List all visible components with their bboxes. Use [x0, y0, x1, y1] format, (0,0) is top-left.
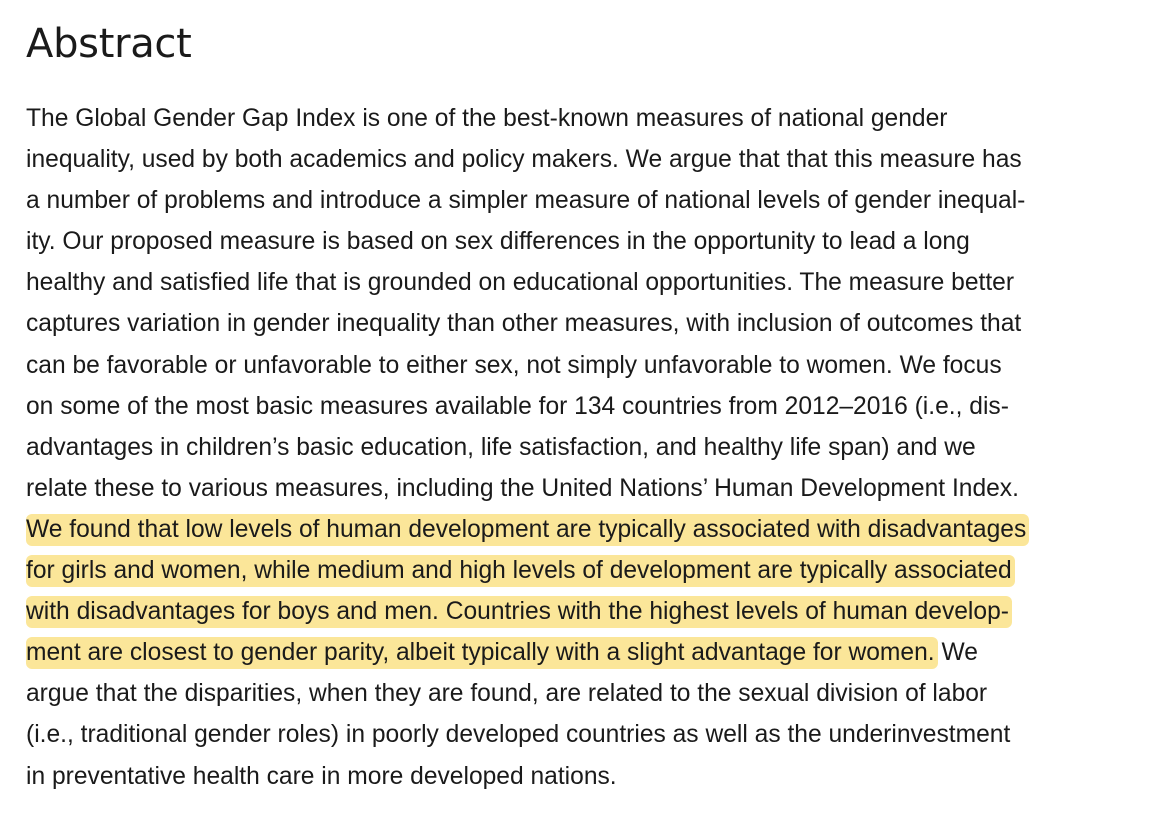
abstract-line: a number of problems and introduce a simpler measure of national levels of gender inequal- — [26, 187, 1026, 215]
abstract-line: argue that the disparities, when they are found, are related to the sexual division of labor — [26, 680, 988, 708]
abstract-line: inequality, used by both academics and policy makers. We argue that that this measure has — [26, 146, 1022, 174]
abstract-line-highlighted — [26, 550, 1141, 591]
abstract-line: in preventative health care in more developed nations. — [26, 762, 617, 790]
abstract-line: (i.e., traditional gender roles) in poorly developed countries as well as the underinvestment — [26, 721, 1011, 749]
abstract-line: relate these to various measures, including the United Nations’ Human Development Index. — [26, 474, 1019, 502]
abstract-heading: Abstract — [26, 21, 192, 67]
highlighted-text: for girls and women, while medium and high levels of development are typically associated — [26, 555, 1015, 587]
abstract-text-after-highlight: We — [934, 639, 978, 667]
abstract-line: advantages in children’s basic education, life satisfaction, and healthy life span) and we — [26, 433, 976, 461]
highlighted-text: ment are closest to gender parity, albeit typically with a slight advantage for women. — [26, 637, 938, 669]
abstract-line: can be favorable or unfavorable to either sex, not simply unfavorable to women. We focus — [26, 351, 1002, 379]
abstract-line: ity. Our proposed measure is based on sex differences in the opportunity to lead a long — [26, 228, 970, 256]
highlighted-text: with disadvantages for boys and men. Countries with the highest levels of human develop- — [26, 596, 1012, 628]
abstract-line: on some of the most basic measures available for 134 countries from 2012–2016 (i.e., dis- — [26, 392, 1009, 420]
abstract-line: captures variation in gender inequality than other measures, with inclusion of outcomes that — [26, 310, 1022, 338]
highlighted-text: We found that low levels of human development are typically associated with disadvantages — [26, 514, 1029, 546]
abstract-line: healthy and satisfied life that is grounded on educational opportunities. The measure better — [26, 269, 1015, 297]
abstract-line: The Global Gender Gap Index is one of the best-known measures of national gender — [26, 105, 948, 132]
abstract-body — [26, 98, 1141, 797]
abstract-line-highlighted — [26, 509, 1141, 550]
abstract-section — [26, 18, 1141, 790]
abstract-line-highlighted — [26, 591, 1141, 632]
abstract-line-highlighted — [26, 632, 1141, 673]
